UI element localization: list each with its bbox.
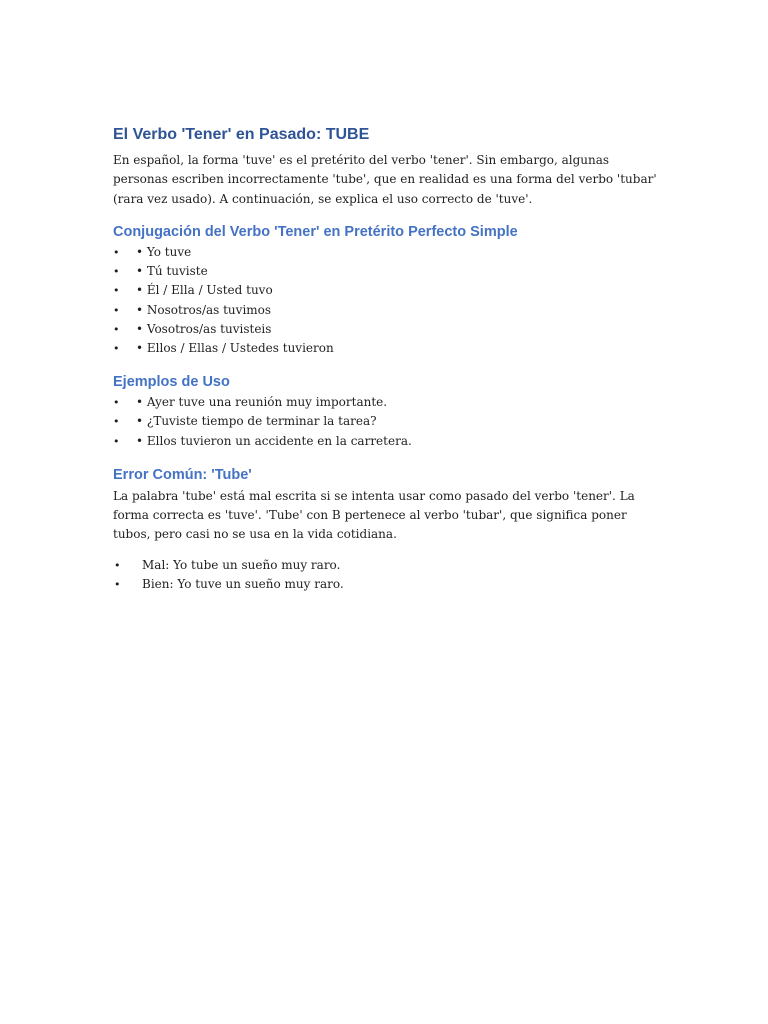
list-item xyxy=(113,243,658,262)
common-error-heading: Error Común: 'Tube' xyxy=(113,466,252,483)
list-item-text: • Ellos tuvieron un accidente en la carretera. xyxy=(136,433,412,448)
examples-heading: Ejemplos de Uso xyxy=(113,374,230,391)
list-item-text: • Él / Ella / Usted tuvo xyxy=(136,283,273,298)
bullet-icon: • xyxy=(114,558,121,572)
list-item xyxy=(113,320,658,339)
list-item xyxy=(113,393,658,412)
list-item xyxy=(113,412,658,431)
bullet-icon: • xyxy=(113,434,120,448)
bullet-icon: • xyxy=(113,303,120,317)
list-item xyxy=(113,262,658,281)
bullet-icon: • xyxy=(113,415,120,429)
examples-list xyxy=(113,393,658,451)
intro-paragraph: En español, la forma 'tuve' es el pretérito del verbo 'tener'. Sin embargo, algunas personas escriben incorrectamente 'tube', que en realidad es una forma del verbo 'tubar' (rara vez usado). A continuación, se explica el uso correcto de 'tuve'. xyxy=(113,153,657,206)
list-item xyxy=(113,301,658,320)
list-item-text: • Ayer tuve una reunión muy importante. xyxy=(136,395,388,410)
common-error-paragraph: La palabra 'tube' está mal escrita si se intenta usar como pasado del verbo 'tener'. La forma correcta es 'tuve'. 'Tube' con B pertenece al verbo 'tubar', que significa poner tubos, pero casi no se usa en la vida cotidiana. xyxy=(113,488,635,542)
bullet-icon: • xyxy=(113,396,120,410)
document-content xyxy=(113,124,658,594)
list-item xyxy=(113,556,658,575)
list-item xyxy=(113,432,658,451)
list-item-text: • ¿Tuviste tiempo de terminar la tarea? xyxy=(136,414,377,429)
list-item-text: • Yo tuve xyxy=(136,244,192,259)
bullet-icon: • xyxy=(113,245,120,259)
list-item xyxy=(113,339,658,358)
list-item-text: Bien: Yo tuve un sueño muy raro. xyxy=(142,576,344,591)
list-item-text: • Vosotros/as tuvisteis xyxy=(136,321,272,336)
document-title: El Verbo 'Tener' en Pasado: TUBE xyxy=(113,126,370,143)
bullet-icon: • xyxy=(114,577,121,591)
list-item xyxy=(113,575,658,594)
conjugation-list xyxy=(113,243,658,358)
list-item-text: Mal: Yo tube un sueño muy raro. xyxy=(142,557,341,572)
conjugation-heading: Conjugación del Verbo 'Tener' en Pretérito Perfecto Simple xyxy=(113,223,518,240)
bullet-icon: • xyxy=(113,284,120,298)
bullet-icon: • xyxy=(113,265,120,279)
common-error-list xyxy=(113,556,658,594)
list-item-text: • Nosotros/as tuvimos xyxy=(136,302,272,317)
list-item xyxy=(113,281,658,300)
list-item-text: • Tú tuviste xyxy=(136,264,208,279)
bullet-icon: • xyxy=(113,322,120,336)
list-item-text: • Ellos / Ellas / Ustedes tuvieron xyxy=(136,340,334,355)
bullet-icon: • xyxy=(113,341,120,355)
